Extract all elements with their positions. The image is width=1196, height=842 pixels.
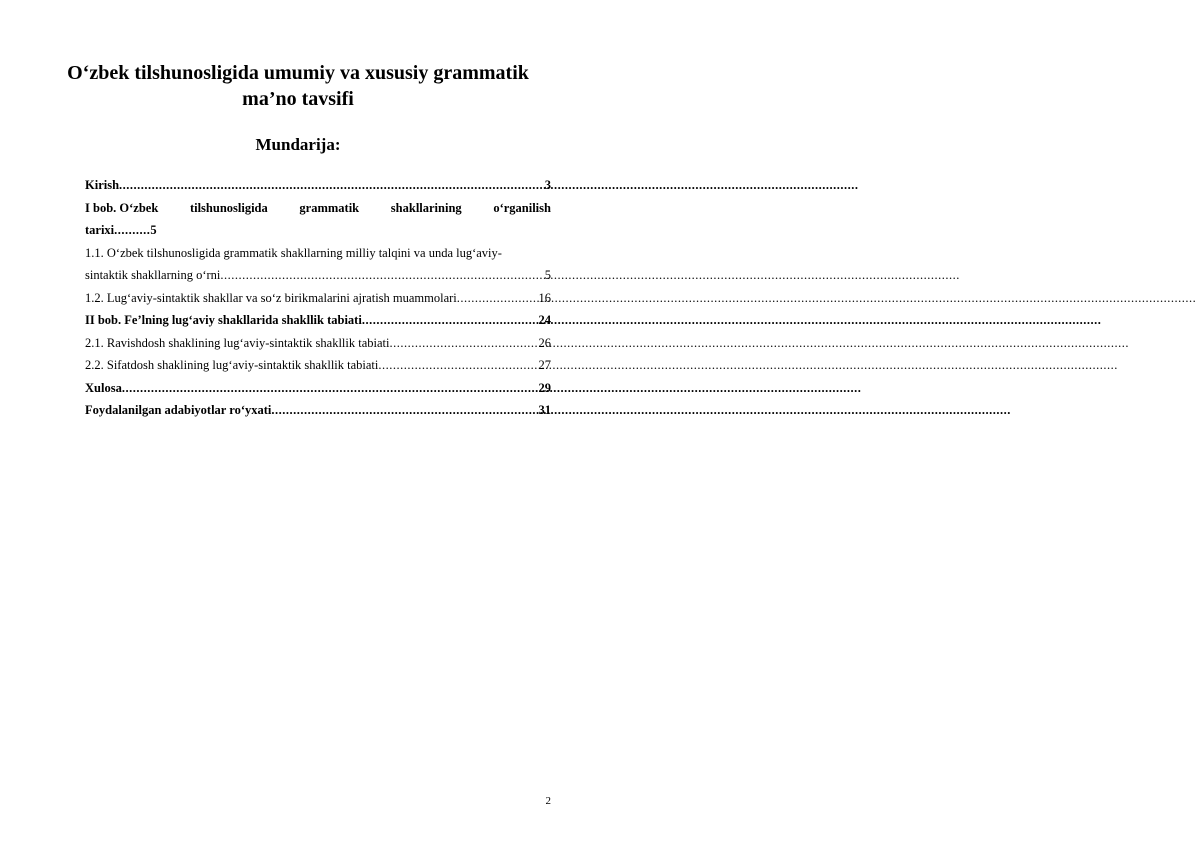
- toc-entry-section12[interactable]: [85, 287, 551, 310]
- toc-entry-label: tarixi: [85, 223, 115, 237]
- toc-leader-dots: [271, 399, 538, 422]
- toc-entry-chapter2[interactable]: [85, 309, 551, 332]
- toc-entry-section11-line2[interactable]: [85, 264, 551, 287]
- toc-entry-label: Xulosa: [85, 380, 122, 395]
- toc-entry-section22[interactable]: [85, 354, 551, 377]
- toc-entry-page: 5: [150, 223, 157, 237]
- toc-entry-page: 16: [538, 290, 551, 305]
- table-of-contents: [85, 174, 551, 422]
- document-page: [0, 0, 596, 842]
- toc-entry-xulosa[interactable]: [85, 377, 551, 400]
- toc-entry-page: 24: [538, 313, 551, 327]
- toc-entry-kirish[interactable]: [85, 174, 551, 197]
- toc-entry-section11-line1[interactable]: [85, 242, 551, 265]
- toc-entry-label: 1.1. O‘zbek tilshunosligida grammatik shakllarning milliy talqini va unda lug‘aviy-: [85, 245, 502, 260]
- toc-entry-label: 2.1. Ravishdosh shaklining lug‘aviy-sintaktik shakllik tabiati: [85, 335, 390, 350]
- toc-entry-label: II bob. Fe’lning lug‘aviy shakllarida shakllik tabiati: [85, 313, 362, 327]
- document-title: O‘zbek tilshunosligida umumiy va xususiy grammatik ma’no tavsifi: [67, 62, 529, 110]
- toc-word: shakllarining: [390, 200, 462, 215]
- toc-entry-page: 31: [538, 403, 551, 417]
- toc-word: grammatik: [299, 200, 360, 215]
- toc-heading: Mundarija:: [255, 135, 341, 154]
- toc-entry-label: Foydalanilgan adabiyotlar ro‘yxati: [85, 403, 272, 417]
- page-number: 2: [545, 795, 551, 807]
- toc-leader-dots: [220, 264, 544, 287]
- toc-entry-page: 26: [538, 335, 551, 350]
- toc-entry-chapter1-line1[interactable]: [85, 197, 551, 220]
- toc-entry-section21[interactable]: [85, 332, 551, 355]
- toc-leader-dots: [378, 354, 538, 377]
- toc-word: I bob. O‘zbek: [85, 200, 159, 215]
- toc-entry-adabiyotlar[interactable]: [85, 399, 551, 422]
- toc-word: tilshunosligida: [189, 200, 268, 215]
- toc-entry-page: 5: [544, 268, 551, 282]
- toc-entry-label: 1.2. Lug‘aviy-sintaktik shakllar va so‘z birikmalarini ajratish muammolari: [85, 290, 457, 305]
- toc-leader-dots: [122, 377, 539, 400]
- toc-entry-page: 29: [538, 380, 551, 395]
- toc-entry-label: sintaktik shakllarning o‘rni: [85, 268, 221, 282]
- toc-leader-dots: [457, 287, 539, 310]
- toc-leader-dots: [362, 309, 539, 332]
- toc-word: o‘rganilish: [493, 200, 551, 215]
- toc-leader-dots: ..........: [114, 223, 151, 237]
- toc-entry-page: 27: [538, 358, 551, 372]
- toc-entry-chapter1-line2[interactable]: [85, 219, 551, 242]
- toc-entry-label: 2.2. Sifatdosh shaklining lug‘aviy-sintaktik shakllik tabiati: [85, 358, 379, 372]
- toc-entry-page: 3: [544, 178, 551, 192]
- toc-entry-label: Kirish: [85, 178, 120, 192]
- toc-leader-dots: [119, 174, 545, 197]
- toc-leader-dots: [390, 332, 539, 355]
